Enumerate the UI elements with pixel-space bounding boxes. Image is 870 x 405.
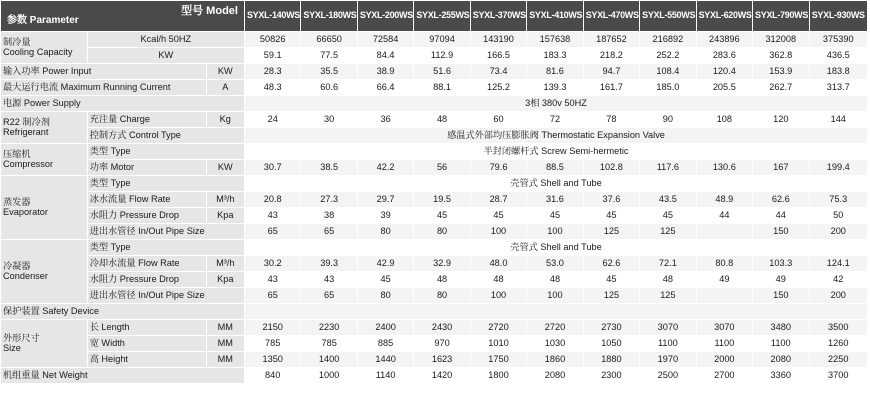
row-evaporator-type	[1, 176, 868, 192]
value-cell: 66.4	[357, 80, 413, 96]
value-cell: 1400	[301, 352, 357, 368]
condenser-flow-label: 冷却水流量 Flow Rate	[87, 256, 206, 272]
value-cell: 183.3	[527, 48, 583, 64]
value-cell: 3480	[753, 320, 809, 336]
value-cell: 144	[809, 112, 868, 128]
value-cell: 43	[244, 208, 300, 224]
safety-device-label: 保护装置 Safety Device	[1, 304, 245, 320]
row-refrigerant-charge	[1, 112, 868, 128]
value-cell: 53.0	[527, 256, 583, 272]
value-cell: 51.6	[414, 64, 470, 80]
condenser-pipe-label: 进出水管径 In/Out Pipe Size	[87, 288, 244, 304]
row-evaporator-pd	[1, 208, 868, 224]
value-cell: 187652	[583, 32, 639, 48]
max-current-label: 最大运行电流 Maximum Running Current	[1, 80, 207, 96]
value-cell: 42.2	[357, 160, 413, 176]
condenser-pd-label: 水阻力 Pressure Drop	[87, 272, 206, 288]
value-cell: 62.6	[583, 256, 639, 272]
control-type-value: 感温式外部均压膨胀阀 Thermostatic Expansion Valve	[244, 128, 867, 144]
safety-device-value	[244, 304, 867, 320]
charge-label: 充注量 Charge	[87, 112, 206, 128]
row-safety-device	[1, 304, 868, 320]
value-cell: 262.7	[753, 80, 809, 96]
value-cell: 1000	[301, 368, 357, 384]
value-cell: 80	[357, 288, 413, 304]
value-cell: 30.7	[244, 160, 300, 176]
value-cell: 185.0	[640, 80, 696, 96]
value-cell: 45	[583, 208, 639, 224]
value-cell: 31.6	[527, 192, 583, 208]
unit-m3h: M³/h	[206, 256, 244, 272]
value-cell: 1860	[527, 352, 583, 368]
value-cell: 1260	[809, 336, 868, 352]
row-max-current	[1, 80, 868, 96]
evaporator-pipe-label: 进出水管径 In/Out Pipe Size	[87, 224, 244, 240]
value-cell: 60.6	[301, 80, 357, 96]
value-cell: 75.3	[809, 192, 868, 208]
model-name: SYXL-790WS	[753, 1, 809, 32]
unit-kpa: Kpa	[206, 208, 244, 224]
value-cell: 885	[357, 336, 413, 352]
model-name: SYXL-410WS	[527, 1, 583, 32]
value-cell: 50826	[244, 32, 300, 48]
value-cell: 72.1	[640, 256, 696, 272]
model-name: SYXL-470WS	[583, 1, 639, 32]
row-compressor-type	[1, 144, 868, 160]
value-cell: 45	[357, 272, 413, 288]
value-cell: 80	[357, 224, 413, 240]
value-cell: 2500	[640, 368, 696, 384]
value-cell: 29.7	[357, 192, 413, 208]
value-cell: 44	[753, 208, 809, 224]
value-cell: 1623	[414, 352, 470, 368]
value-cell: 78	[583, 112, 639, 128]
value-cell: 45	[583, 272, 639, 288]
row-power-input	[1, 64, 868, 80]
value-cell: 153.9	[753, 64, 809, 80]
row-power-supply	[1, 96, 868, 112]
unit-kw: KW	[206, 64, 244, 80]
value-cell: 1420	[414, 368, 470, 384]
unit-mm: MM	[206, 352, 244, 368]
value-cell: 45	[470, 208, 526, 224]
unit-kw: KW	[206, 160, 244, 176]
evaporator-pd-label: 水阻力 Pressure Drop	[87, 208, 206, 224]
value-cell: 103.3	[753, 256, 809, 272]
value-cell: 108.4	[640, 64, 696, 80]
value-cell: 200	[809, 288, 868, 304]
value-cell: 49	[696, 272, 752, 288]
value-cell: 100	[527, 288, 583, 304]
row-condenser-flow	[1, 256, 868, 272]
value-cell: 27.3	[301, 192, 357, 208]
value-cell: 20.8	[244, 192, 300, 208]
value-cell: 48	[527, 272, 583, 288]
refrigerant-label: R22 制冷剂 Refrigerant	[1, 112, 88, 144]
value-cell: 1100	[640, 336, 696, 352]
value-cell: 28.3	[244, 64, 300, 80]
condenser-type-label: 类型 Type	[87, 240, 244, 256]
value-cell: 30.2	[244, 256, 300, 272]
motor-label: 功率 Motor	[87, 160, 206, 176]
value-cell: 283.6	[696, 48, 752, 64]
value-cell: 35.5	[301, 64, 357, 80]
value-cell: 56	[414, 160, 470, 176]
value-cell: 43	[244, 272, 300, 288]
value-cell: 2250	[809, 352, 868, 368]
value-cell: 3070	[696, 320, 752, 336]
value-cell: 65	[244, 288, 300, 304]
value-cell: 2150	[244, 320, 300, 336]
value-cell: 166.5	[470, 48, 526, 64]
value-cell: 139.3	[527, 80, 583, 96]
value-cell: 100	[527, 224, 583, 240]
value-cell: 80.8	[696, 256, 752, 272]
unit-kpa: Kpa	[206, 272, 244, 288]
value-cell: 80	[414, 288, 470, 304]
value-cell: 1050	[583, 336, 639, 352]
value-cell: 48	[414, 272, 470, 288]
value-cell: 45	[527, 208, 583, 224]
value-cell: 65	[301, 288, 357, 304]
model-name: SYXL-550WS	[640, 1, 696, 32]
value-cell	[696, 288, 752, 304]
value-cell: 1100	[696, 336, 752, 352]
value-cell: 48	[414, 112, 470, 128]
unit-kw: KW	[87, 48, 244, 64]
value-cell: 1800	[470, 368, 526, 384]
power-supply-value: 3相 380v 50HZ	[244, 96, 867, 112]
value-cell: 77.5	[301, 48, 357, 64]
value-cell: 72584	[357, 32, 413, 48]
value-cell: 43.5	[640, 192, 696, 208]
value-cell: 24	[244, 112, 300, 128]
condenser-type-value: 壳管式 Shell and Tube	[244, 240, 867, 256]
value-cell: 38	[301, 208, 357, 224]
control-type-label: 控制方式 Control Type	[87, 128, 244, 144]
height-label: 高 Height	[87, 352, 206, 368]
value-cell: 2720	[527, 320, 583, 336]
value-cell: 112.9	[414, 48, 470, 64]
width-label: 宽 Width	[87, 336, 206, 352]
unit-m3h: M³/h	[206, 192, 244, 208]
compressor-type-label: 类型 Type	[87, 144, 244, 160]
value-cell: 125.2	[470, 80, 526, 96]
value-cell: 125	[583, 224, 639, 240]
value-cell: 2730	[583, 320, 639, 336]
value-cell: 785	[244, 336, 300, 352]
value-cell: 120.4	[696, 64, 752, 80]
value-cell: 1440	[357, 352, 413, 368]
value-cell: 120	[753, 112, 809, 128]
value-cell: 252.2	[640, 48, 696, 64]
value-cell: 1880	[583, 352, 639, 368]
value-cell: 2700	[696, 368, 752, 384]
value-cell: 45	[640, 208, 696, 224]
value-cell: 66650	[301, 32, 357, 48]
row-size-width	[1, 336, 868, 352]
value-cell: 45	[414, 208, 470, 224]
value-cell: 216892	[640, 32, 696, 48]
value-cell: 2430	[414, 320, 470, 336]
unit-mm: MM	[206, 336, 244, 352]
value-cell: 48.9	[696, 192, 752, 208]
value-cell: 73.4	[470, 64, 526, 80]
value-cell: 143190	[470, 32, 526, 48]
value-cell: 39	[357, 208, 413, 224]
row-size-height	[1, 352, 868, 368]
row-size-length	[1, 320, 868, 336]
value-cell: 94.7	[583, 64, 639, 80]
value-cell: 117.6	[640, 160, 696, 176]
cooling-capacity-label: 制冷量 Cooling Capacity	[1, 32, 88, 64]
value-cell: 38.9	[357, 64, 413, 80]
power-supply-label: 电源 Power Supply	[1, 96, 245, 112]
model-name: SYXL-180WS	[301, 1, 357, 32]
unit-kg: Kg	[206, 112, 244, 128]
model-name: SYXL-930WS	[809, 1, 868, 32]
value-cell: 72	[527, 112, 583, 128]
value-cell: 59.1	[244, 48, 300, 64]
value-cell: 42.9	[357, 256, 413, 272]
model-name: SYXL-620WS	[696, 1, 752, 32]
value-cell: 161.7	[583, 80, 639, 96]
value-cell: 28.7	[470, 192, 526, 208]
value-cell: 48.3	[244, 80, 300, 96]
value-cell: 2080	[753, 352, 809, 368]
value-cell: 49	[753, 272, 809, 288]
value-cell: 218.2	[583, 48, 639, 64]
value-cell	[696, 224, 752, 240]
net-weight-label: 机组重量 Net Weight	[1, 368, 245, 384]
value-cell: 1030	[527, 336, 583, 352]
compressor-type-value: 半封闭螺杆式 Screw Semi-hermetic	[244, 144, 867, 160]
value-cell: 100	[470, 288, 526, 304]
value-cell: 38.5	[301, 160, 357, 176]
value-cell: 65	[244, 224, 300, 240]
value-cell: 39.3	[301, 256, 357, 272]
unit-mm: MM	[206, 320, 244, 336]
value-cell: 97094	[414, 32, 470, 48]
value-cell: 3500	[809, 320, 868, 336]
value-cell: 2230	[301, 320, 357, 336]
value-cell: 243896	[696, 32, 752, 48]
value-cell: 3070	[640, 320, 696, 336]
row-condenser-pd	[1, 272, 868, 288]
size-label: 外形尺寸 Size	[1, 320, 88, 368]
length-label: 长 Length	[87, 320, 206, 336]
model-name: SYXL-140WS	[244, 1, 300, 32]
value-cell: 375390	[809, 32, 868, 48]
value-cell: 1970	[640, 352, 696, 368]
power-input-label: 输入功率 Power Input	[1, 64, 207, 80]
value-cell: 150	[753, 224, 809, 240]
value-cell: 183.8	[809, 64, 868, 80]
header-label-cell	[1, 1, 245, 32]
model-name: SYXL-370WS	[470, 1, 526, 32]
evaporator-type-value: 壳管式 Shell and Tube	[244, 176, 867, 192]
row-condenser-pipe	[1, 288, 868, 304]
value-cell: 48	[470, 272, 526, 288]
value-cell: 1750	[470, 352, 526, 368]
value-cell: 100	[470, 224, 526, 240]
value-cell: 2720	[470, 320, 526, 336]
value-cell: 44	[696, 208, 752, 224]
value-cell: 19.5	[414, 192, 470, 208]
value-cell: 150	[753, 288, 809, 304]
value-cell: 1100	[753, 336, 809, 352]
value-cell: 200	[809, 224, 868, 240]
value-cell: 79.6	[470, 160, 526, 176]
value-cell: 124.1	[809, 256, 868, 272]
value-cell: 102.8	[583, 160, 639, 176]
model-name: SYXL-200WS	[357, 1, 413, 32]
value-cell: 205.5	[696, 80, 752, 96]
unit-kcal: Kcal/h 50HZ	[87, 32, 244, 48]
value-cell: 50	[809, 208, 868, 224]
row-net-weight	[1, 368, 868, 384]
value-cell: 130.6	[696, 160, 752, 176]
value-cell: 62.6	[753, 192, 809, 208]
value-cell: 840	[244, 368, 300, 384]
row-cooling-kcal	[1, 32, 868, 48]
value-cell: 3360	[753, 368, 809, 384]
row-compressor-motor	[1, 160, 868, 176]
unit-a: A	[206, 80, 244, 96]
value-cell: 108	[696, 112, 752, 128]
value-cell: 157638	[527, 32, 583, 48]
value-cell: 2400	[357, 320, 413, 336]
value-cell: 90	[640, 112, 696, 128]
value-cell: 362.8	[753, 48, 809, 64]
evaporator-type-label: 类型 Type	[87, 176, 244, 192]
value-cell: 2300	[583, 368, 639, 384]
value-cell: 37.6	[583, 192, 639, 208]
value-cell: 3700	[809, 368, 868, 384]
evaporator-label: 蒸发器 Evaporator	[1, 176, 88, 240]
row-condenser-type	[1, 240, 868, 256]
model-name: SYXL-255WS	[414, 1, 470, 32]
value-cell: 42	[809, 272, 868, 288]
value-cell: 36	[357, 112, 413, 128]
value-cell: 312008	[753, 32, 809, 48]
value-cell: 125	[583, 288, 639, 304]
value-cell: 81.6	[527, 64, 583, 80]
value-cell: 1140	[357, 368, 413, 384]
value-cell: 313.7	[809, 80, 868, 96]
value-cell: 80	[414, 224, 470, 240]
parameter-label: 参数 Parameter	[7, 14, 79, 26]
value-cell: 970	[414, 336, 470, 352]
row-cooling-kw	[1, 48, 868, 64]
value-cell: 65	[301, 224, 357, 240]
value-cell: 1350	[244, 352, 300, 368]
value-cell: 84.4	[357, 48, 413, 64]
model-label: 型号 Model	[181, 5, 238, 17]
evaporator-flow-label: 冰水流量 Flow Rate	[87, 192, 206, 208]
row-control-type	[1, 128, 868, 144]
row-evaporator-pipe	[1, 224, 868, 240]
compressor-label: 压缩机 Compressor	[1, 144, 88, 176]
value-cell: 48	[640, 272, 696, 288]
value-cell: 32.9	[414, 256, 470, 272]
value-cell: 43	[301, 272, 357, 288]
value-cell: 436.5	[809, 48, 868, 64]
value-cell: 60	[470, 112, 526, 128]
value-cell: 125	[640, 224, 696, 240]
value-cell: 30	[301, 112, 357, 128]
value-cell: 88.1	[414, 80, 470, 96]
row-evaporator-flow	[1, 192, 868, 208]
value-cell: 125	[640, 288, 696, 304]
header-row	[1, 1, 868, 32]
value-cell: 785	[301, 336, 357, 352]
value-cell: 167	[753, 160, 809, 176]
condenser-label: 冷凝器 Condenser	[1, 240, 88, 304]
value-cell: 1010	[470, 336, 526, 352]
value-cell: 2080	[527, 368, 583, 384]
value-cell: 88.5	[527, 160, 583, 176]
value-cell: 2000	[696, 352, 752, 368]
value-cell: 199.4	[809, 160, 868, 176]
value-cell: 48.0	[470, 256, 526, 272]
